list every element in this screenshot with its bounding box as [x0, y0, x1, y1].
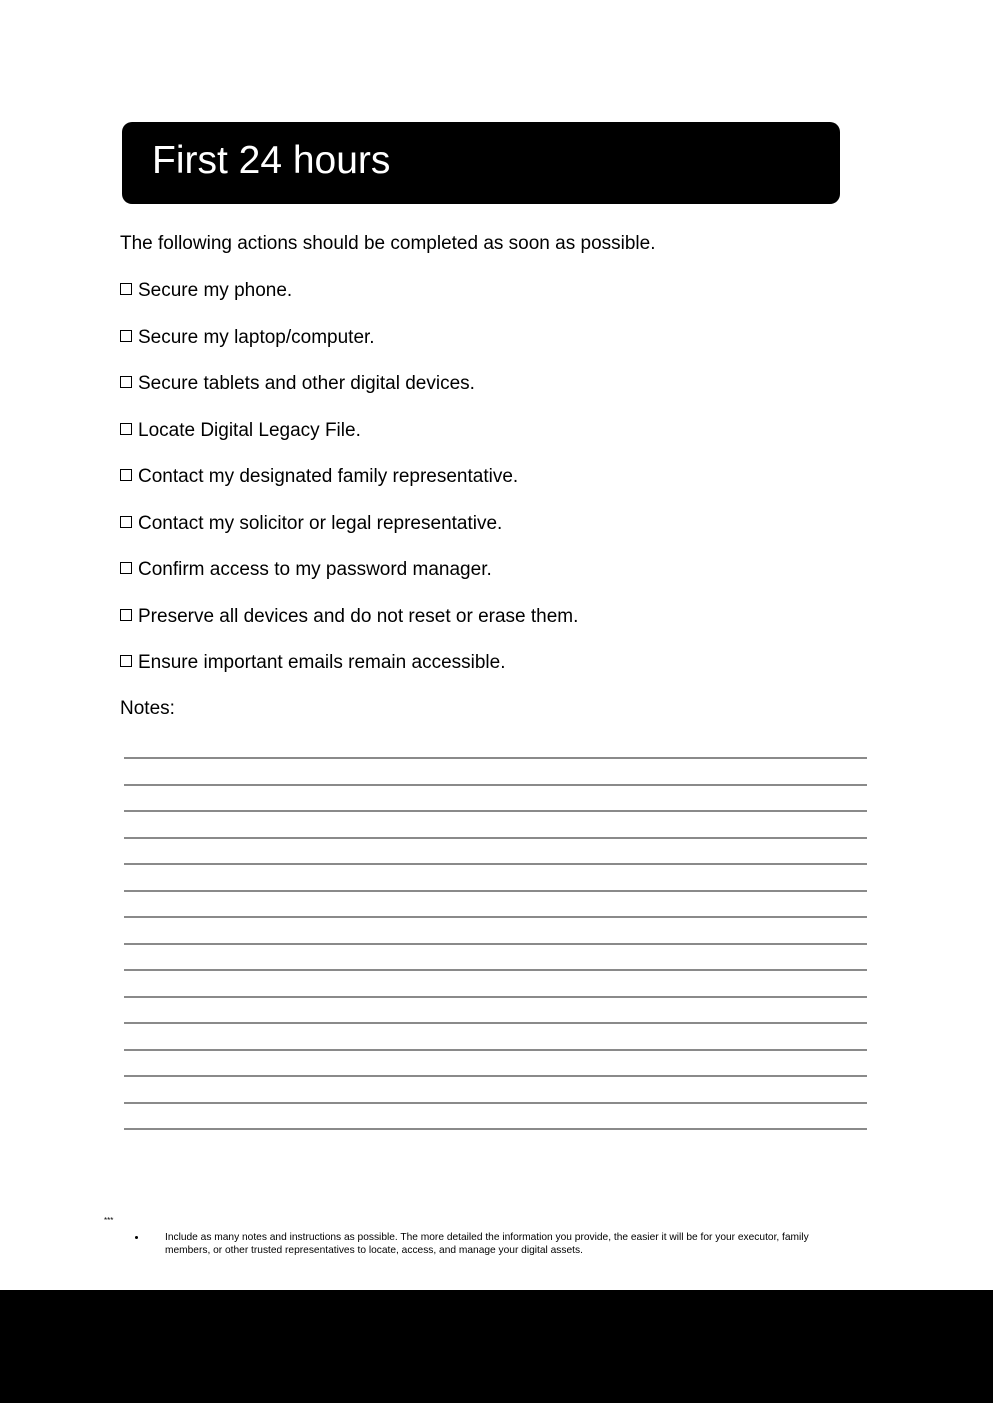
checklist: [120, 279, 578, 698]
checkbox[interactable]: [120, 609, 132, 621]
checkbox[interactable]: [120, 330, 132, 342]
checklist-item-label: Locate Digital Legacy File.: [138, 419, 361, 441]
checklist-item: [120, 279, 578, 326]
note-line: [124, 757, 867, 784]
footnote: [165, 1231, 855, 1257]
checklist-item-label: Confirm access to my password manager.: [138, 559, 492, 580]
note-line: [124, 916, 867, 943]
bullet-icon: [135, 1236, 138, 1239]
checklist-item: [120, 651, 578, 698]
checklist-item-label: Secure tablets and other digital devices.: [138, 373, 475, 394]
checklist-item: [120, 419, 578, 466]
note-line: [124, 1075, 867, 1102]
note-line: [124, 1128, 867, 1155]
checklist-item-label: Preserve all devices and do not reset or erase them.: [138, 605, 579, 627]
checklist-item: [120, 372, 578, 419]
checklist-item: [120, 465, 578, 512]
checklist-item-label: Secure my laptop/computer.: [138, 326, 375, 348]
note-line: [124, 837, 867, 864]
notes-label: Notes:: [120, 698, 175, 719]
note-line: [124, 969, 867, 996]
footnote-marker: ***: [104, 1216, 114, 1225]
checkbox[interactable]: [120, 376, 132, 388]
checkbox[interactable]: [120, 423, 132, 435]
note-line: [124, 996, 867, 1023]
note-line: [124, 890, 867, 917]
footer-bar: [0, 1290, 993, 1403]
checkbox[interactable]: [120, 655, 132, 667]
note-line: [124, 943, 867, 970]
note-line: [124, 1022, 867, 1049]
note-line: [124, 1049, 867, 1076]
checklist-item: [120, 326, 578, 373]
checklist-item: [120, 558, 578, 605]
checkbox[interactable]: [120, 516, 132, 528]
note-line: [124, 784, 867, 811]
checklist-item-label: Contact my designated family representative.: [138, 466, 519, 487]
title-banner: [122, 122, 840, 204]
checklist-item-label: Ensure important emails remain accessible.: [138, 652, 506, 673]
checklist-item: [120, 605, 578, 652]
page-title: First 24 hours: [152, 139, 391, 182]
checkbox[interactable]: [120, 469, 132, 481]
checklist-item: [120, 512, 578, 559]
checklist-item-label: Secure my phone.: [138, 280, 293, 301]
footnote-text: Include as many notes and instructions as possible. The more detailed the information you provide, the easier it will be for your executor, family members, or other trusted representatives to locate, access, and manage your digital assets.: [165, 1232, 809, 1256]
checkbox[interactable]: [120, 283, 132, 295]
intro-text: The following actions should be completed as soon as possible.: [120, 233, 656, 254]
checklist-item-label: Contact my solicitor or legal representative.: [138, 512, 503, 534]
notes-writing-area[interactable]: [124, 757, 867, 1155]
note-line: [124, 1102, 867, 1129]
note-line: [124, 863, 867, 890]
checkbox[interactable]: [120, 562, 132, 574]
note-line: [124, 810, 867, 837]
